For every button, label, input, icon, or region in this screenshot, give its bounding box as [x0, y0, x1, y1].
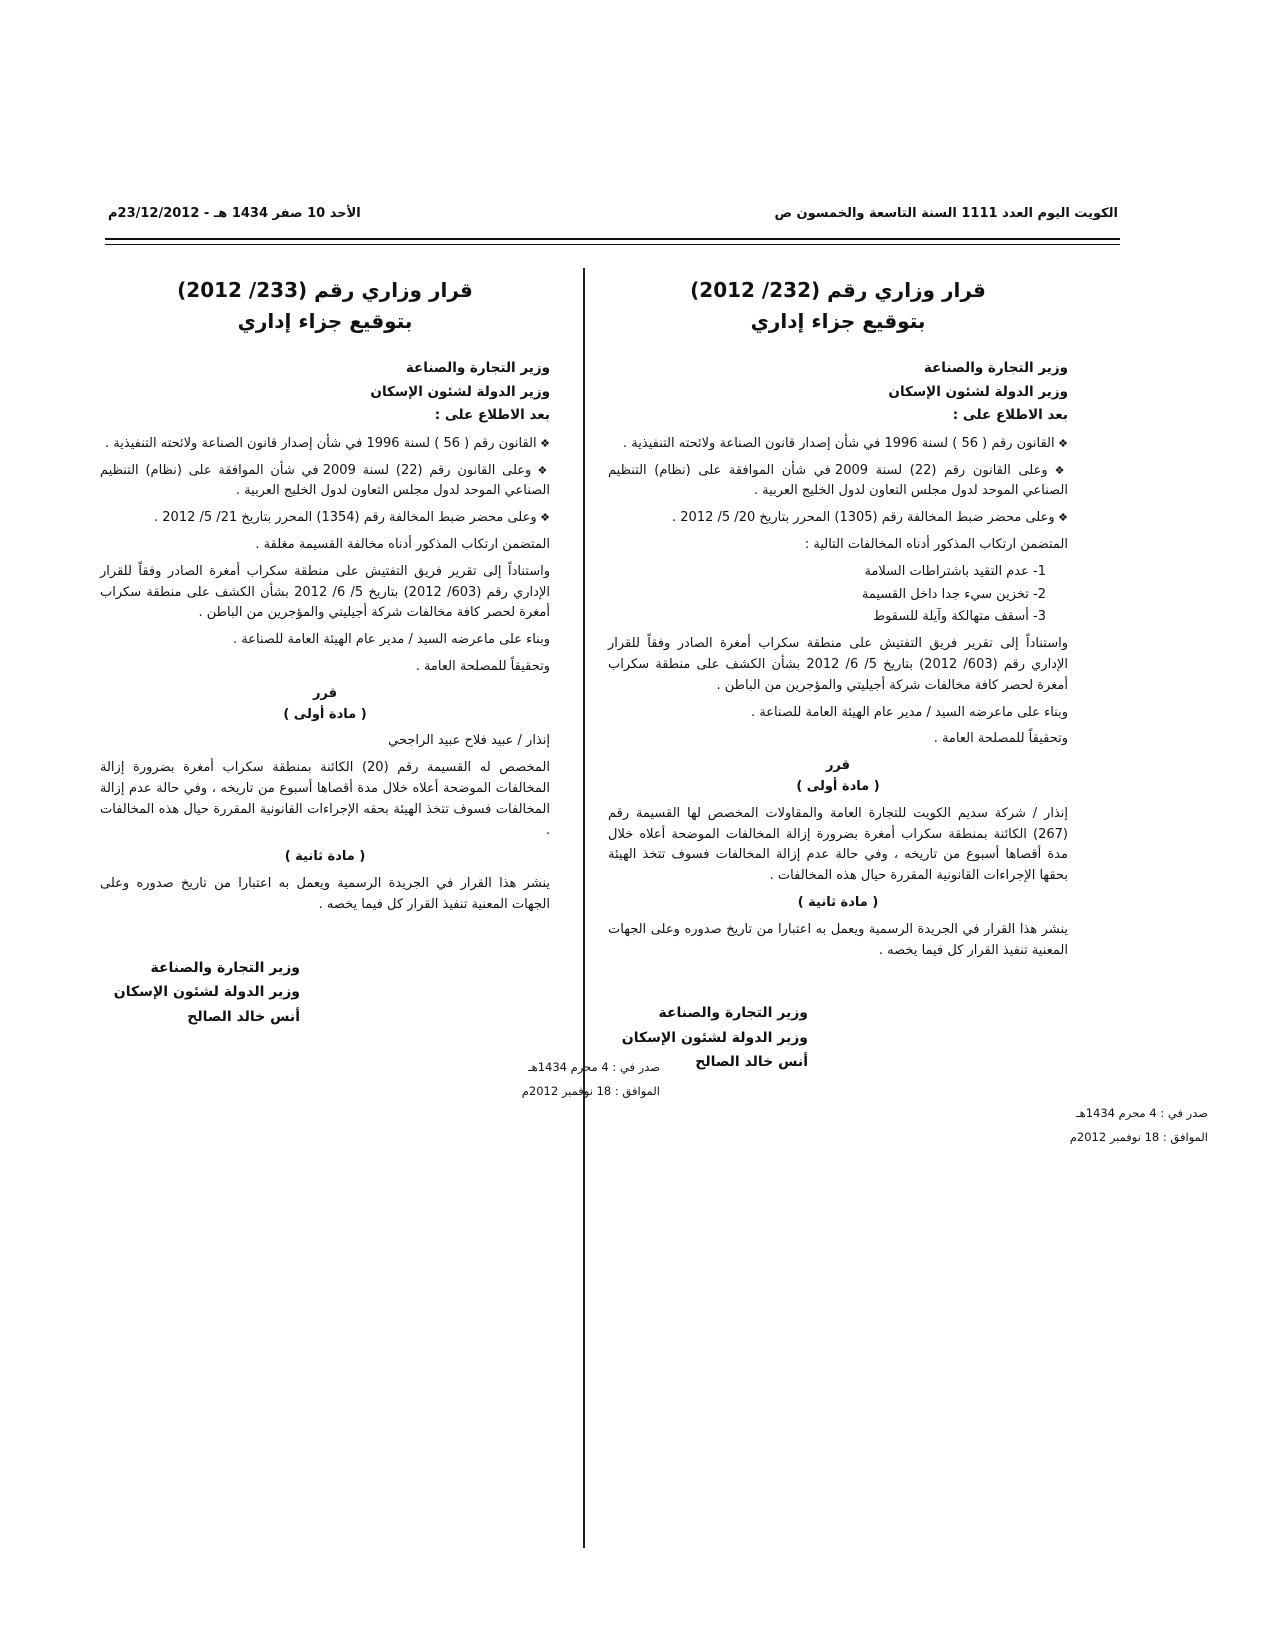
proposal-paragraph: وبناء على ماعرضه السيد / مدير عام الهيئة العامة للصناعة . — [232, 632, 550, 648]
decision-title: قرار وزاري رقم (233/ 2012) — [177, 278, 473, 302]
signature-title: وزير الدولة لشئون الإسكان — [113, 984, 300, 1001]
article-1-heading: ( مادة أولى ) — [283, 706, 367, 722]
based-on-paragraph: واستناداً إلى تقرير فريق التفتيش على منطقة سكراب أمغرة الصادر وفقاً للقرار الإداري رقم (603/ 2012) بتاريخ 5/ 6/ 2012 بشأن الكشف على منطقة سكراب أمغرة لحصر كافة مخالفات شركة أجيليتي والمؤجرين من الباطن . — [608, 636, 1068, 693]
authority-line: وزير الدولة لشئون الإسكان — [888, 383, 1068, 400]
authority-line: وزير الدولة لشئون الإسكان — [370, 383, 550, 400]
issue-dates — [608, 1101, 1208, 1149]
issued-gregorian: الموافق : 18 نوفمبر 2012م — [1069, 1130, 1208, 1145]
decision-title: قرار وزاري رقم (232/ 2012) — [690, 278, 986, 302]
authority-line: وزير التجارة والصناعة — [923, 360, 1068, 376]
publish-paragraph: ينشر هذا القرار في الجريدة الرسمية ويعمل به اعتبارا من تاريخ صدوره وعلى الجهات المعنية تنفيذ القرار كل فيما يخصه . — [100, 876, 550, 913]
decision-subtitle: بتوقيع جزاء إداري — [750, 309, 926, 333]
warning-name: إنذار / عبيد فلاح عبيد الراجحي — [388, 733, 550, 749]
issued-gregorian: الموافق : 18 نوفمبر 2012م — [521, 1084, 660, 1099]
decision-232 — [608, 275, 1208, 1149]
issue-dates — [100, 1055, 660, 1103]
violations-intro: المتضمن ارتكاب المذكور أدناه المخالفات التالية : — [804, 537, 1068, 553]
decided-heading: قرر — [312, 685, 338, 701]
violation-item: 1- عدم التقيد باشتراطات السلامة — [864, 563, 1046, 579]
review-item: ❖ القانون رقم ( 56 ) لسنة 1996 في شأن إصدار قانون الصناعة ولائحته التنفيذية . — [100, 434, 550, 455]
authority-line: وزير التجارة والصناعة — [405, 360, 550, 376]
signature-block — [100, 956, 300, 1030]
header-publication-info: الكويت اليوم العدد 1111 السنة التاسعة والخمسون ص — [774, 206, 1118, 221]
review-item: ❖ وعلى محضر ضبط المخالفة رقم (1305) المحرر بتاريخ 20/ 5/ 2012 . — [608, 508, 1068, 529]
signature-title: وزير الدولة لشئون الإسكان — [621, 1029, 808, 1046]
article-2-heading: ( مادة ثانية ) — [797, 895, 879, 911]
signature-title: وزير التجارة والصناعة — [658, 1005, 808, 1022]
based-on-paragraph: واستناداً إلى تقرير فريق التفتيش على منطقة سكراب أمغرة الصادر وفقاً للقرار الإداري رقم (603/ 2012) بتاريخ 5/ 6/ 2012 بشأن الكشف على منطقة سكراب أمغرة لحصر كافة مخالفات شركة أجيليتي والمؤجرين من الباطن . — [100, 563, 550, 621]
review-item: ❖ وعلى القانون رقم (22) لسنة 2009 في شأن الموافقة على (نظام) التنظيم الصناعي الموحد لدول مجلس التعاون لدول الخليج العربية . — [100, 461, 550, 503]
warning-paragraph: إنذار / شركة سديم الكويت للتجارة العامة والمقاولات المخصص لها القسيمة رقم (267) الكائنة بمنطقة سكراب أمغرة بضرورة إزالة المخالفات الموضحة أعلاه خلال مدة أقصاها أسبوع من تاريخه ، وفي حالة عدم إزالة المخالفات فسوف تتخذ الهيئة بحقها الإجراءات القانونية المقررة حيال هذه المخالفات . — [608, 805, 1068, 884]
review-item: ❖ وعلى محضر ضبط المخالفة رقم (1354) المحرر بتاريخ 21/ 5/ 2012 . — [100, 508, 550, 529]
signature-name: أنس خالد الصالح — [695, 1054, 808, 1071]
decision-subtitle: بتوقيع جزاء إداري — [237, 309, 413, 333]
decided-heading: قرر — [825, 758, 851, 774]
public-interest-paragraph: وتحقيقاً للمصلحة العامة . — [933, 731, 1068, 747]
after-review-heading: بعد الاطلاع على : — [952, 407, 1068, 424]
signature-name: أنس خالد الصالح — [187, 1008, 300, 1025]
column-divider — [583, 268, 585, 1548]
page-header — [108, 202, 1118, 232]
header-rule — [105, 238, 1120, 245]
proposal-paragraph: وبناء على ماعرضه السيد / مدير عام الهيئة العامة للصناعة . — [750, 704, 1068, 720]
review-item: ❖ وعلى القانون رقم (22) لسنة 2009 في شأن الموافقة على (نظام) التنظيم الصناعي الموحد لدول مجلس التعاون لدول الخليج العربية . — [608, 461, 1068, 503]
violation-item: 3- أسقف متهالكة وآيلة للسقوط — [873, 609, 1046, 625]
article-1-heading: ( مادة أولى ) — [796, 779, 880, 795]
review-item: ❖ القانون رقم ( 56 ) لسنة 1996 في شأن إصدار قانون الصناعة ولائحته التنفيذية . — [608, 434, 1068, 455]
public-interest-paragraph: وتحقيقاً للمصلحة العامة . — [415, 659, 550, 675]
issued-hijri: صدر في : 4 محرم 1434هـ — [1076, 1105, 1208, 1120]
article-2-heading: ( مادة ثانية ) — [284, 849, 366, 865]
violation-item: 2- تخزين سيء جدا داخل القسيمة — [861, 586, 1046, 602]
signature-title: وزير التجارة والصناعة — [150, 959, 300, 976]
publish-paragraph: ينشر هذا القرار في الجريدة الرسمية ويعمل به اعتبارا من تاريخ صدوره وعلى الجهات المعنية تنفيذ القرار كل فيما يخصه . — [608, 921, 1068, 958]
warning-paragraph: المخصص له القسيمة رقم (20) الكائنة بمنطقة سكراب أمغرة بضرورة إزالة المخالفات الموضحة أعلاه خلال مدة أقصاها أسبوع من تاريخه ، وفي حالة عدم إزالة المخالفات فسوف تتخذ الهيئة بحقه الإجراءات القانونية المقررة حيال هذه المخالفات . — [100, 760, 550, 838]
after-review-heading: بعد الاطلاع على : — [434, 407, 550, 424]
violations-intro: المتضمن ارتكاب المذكور أدناه مخالفة القسيمة مغلقة . — [255, 537, 550, 553]
issued-hijri: صدر في : 4 محرم 1434هـ — [528, 1060, 660, 1075]
header-date: الأحد 10 صفر 1434 هـ - 23/12/2012م — [108, 206, 361, 221]
decision-233 — [100, 275, 660, 1104]
